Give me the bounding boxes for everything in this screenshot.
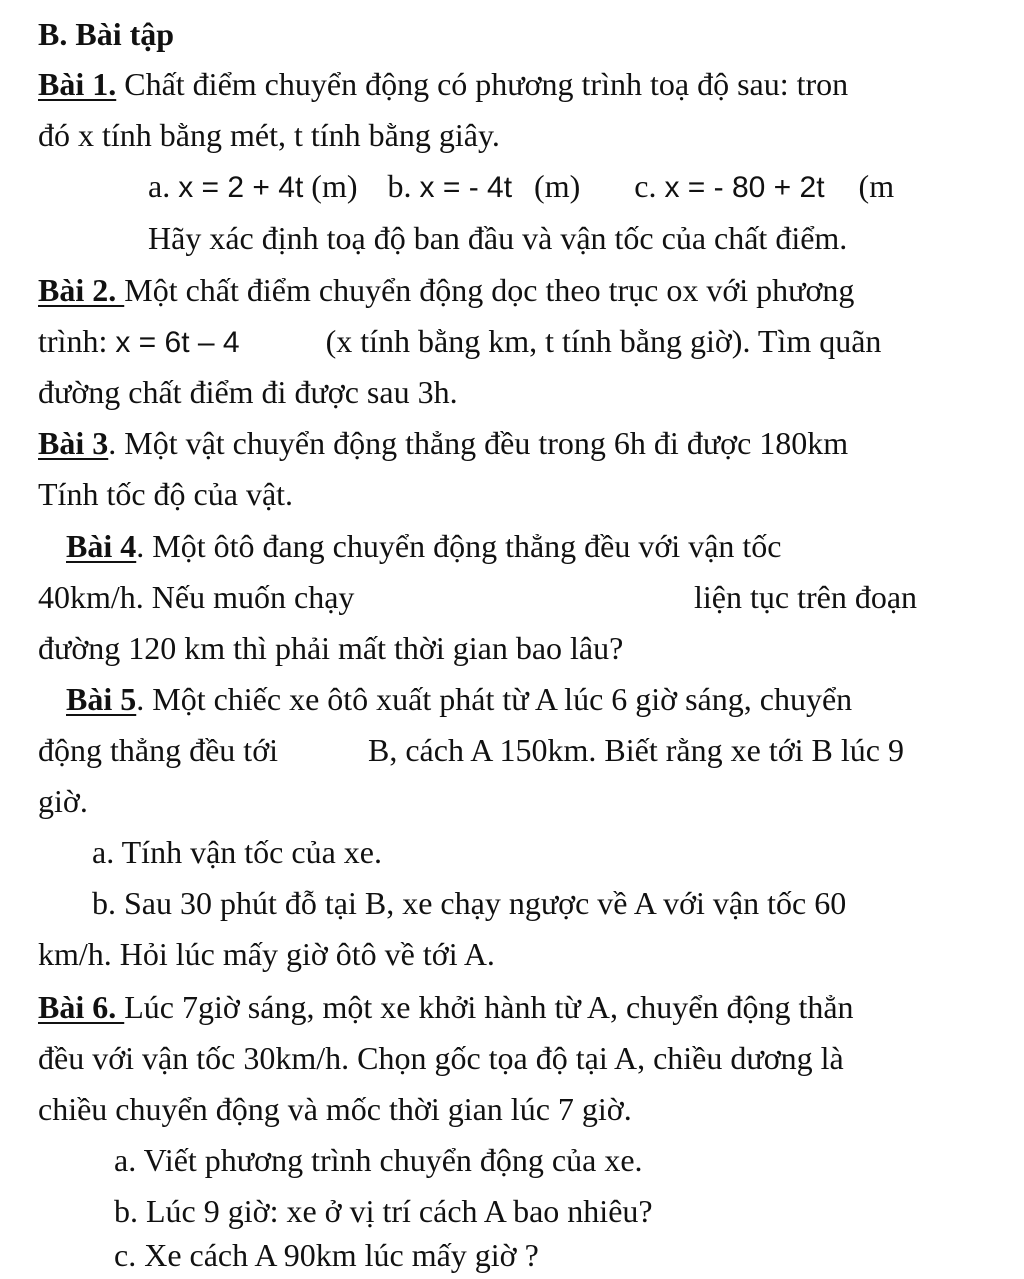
bai1-b-label: b. xyxy=(387,168,420,204)
bai4-line-3 xyxy=(38,628,623,668)
bai3-label: Bài 3 xyxy=(38,425,109,461)
bai1-options xyxy=(148,166,894,206)
bai2-text-2-suffix: (x tính bằng km, t tính bằng giờ). Tìm quãn xyxy=(325,323,882,359)
bai5-text-1: . Một chiếc xe ôtô xuất phát từ A lúc 6 giờ sáng, chuyển xyxy=(136,681,853,717)
bai4-text-2a: 40km/h. Nếu muốn chạy xyxy=(38,579,355,615)
bai1-text-2: đó x tính bằng mét, t tính bằng giây. xyxy=(38,117,500,153)
bai5-item-a xyxy=(92,832,382,872)
bai6-label: Bài 6. xyxy=(38,989,125,1025)
bai5-item-b-cont xyxy=(38,934,495,974)
bai2-text-1: Một chất điểm chuyển động dọc theo trục ox với phương xyxy=(124,272,855,308)
bai3-text-1: . Một vật chuyển động thẳng đều trong 6h đi được 180km xyxy=(108,425,849,461)
bai4-text-2b: liện tục trên đoạn xyxy=(694,579,918,615)
bai6-item-a-text: a. Viết phương trình chuyển động của xe. xyxy=(114,1142,643,1178)
bai1-c-label: c. xyxy=(634,168,665,204)
bai2-line-1 xyxy=(38,270,854,310)
section-title xyxy=(38,14,174,54)
bai2-line-3 xyxy=(38,372,458,412)
bai5-text-2a: động thẳng đều tới xyxy=(38,732,278,768)
bai1-a-equation: x = 2 + 4t xyxy=(178,171,304,204)
bai6-item-b xyxy=(114,1191,653,1231)
bai6-text-1: Lúc 7giờ sáng, một xe khởi hành từ A, chuyển động thẳn xyxy=(124,989,854,1025)
bai4-line-2a xyxy=(38,577,354,617)
bai6-text-2: đều với vận tốc 30km/h. Chọn gốc tọa độ tại A, chiều dương là xyxy=(38,1040,844,1076)
bai5-item-b-text: b. Sau 30 phút đỗ tại B, xe chạy ngược về A với vận tốc 60 xyxy=(92,885,847,921)
bai5-text-2b: B, cách A 150km. Biết rằng xe tới B lúc 9 xyxy=(368,732,904,768)
bai4-text-1: . Một ôtô đang chuyển động thẳng đều với vận tốc xyxy=(136,528,782,564)
bai1-line-1 xyxy=(38,64,848,104)
bai6-item-c-text: c. Xe cách A 90km lúc mấy giờ ? xyxy=(114,1237,539,1273)
bai6-item-c xyxy=(114,1235,539,1275)
bai3-text-2: Tính tốc độ của vật. xyxy=(38,476,294,512)
bai6-line-3 xyxy=(38,1089,632,1129)
bai3-line-1 xyxy=(38,423,848,463)
bai5-line-2a xyxy=(38,730,278,770)
bai1-question xyxy=(148,218,847,258)
bai6-item-b-text: b. Lúc 9 giờ: xe ở vị trí cách A bao nhiêu? xyxy=(114,1193,653,1229)
bai5-label: Bài 5 xyxy=(66,681,137,717)
bai5-line-3 xyxy=(38,781,88,821)
bai1-a-unit: (m) xyxy=(303,168,358,204)
bai1-text-1: Chất điểm chuyển động có phương trình toạ độ sau: tron xyxy=(116,66,849,102)
bai1-c-unit: (m xyxy=(858,168,895,204)
bai6-text-3: chiều chuyển động và mốc thời gian lúc 7 giờ. xyxy=(38,1091,632,1127)
bai6-line-1 xyxy=(38,987,854,1027)
section-title-text: B. Bài tập xyxy=(38,16,175,52)
bai1-b-unit: (m) xyxy=(534,168,581,204)
bai4-line-1 xyxy=(66,526,781,566)
bai4-line-2b xyxy=(694,577,917,617)
bai2-text-2-prefix: trình: xyxy=(38,323,116,359)
bai1-label: Bài 1. xyxy=(38,66,117,102)
bai6-line-2 xyxy=(38,1038,844,1078)
bai2-equation: x = 6t – 4 xyxy=(115,326,240,359)
bai4-text-3: đường 120 km thì phải mất thời gian bao lâu? xyxy=(38,630,624,666)
bai5-item-a-text: a. Tính vận tốc của xe. xyxy=(92,834,382,870)
bai5-item-b xyxy=(92,883,846,923)
bai2-label: Bài 2. xyxy=(38,272,125,308)
bai1-question-text: Hãy xác định toạ độ ban đầu và vận tốc của chất điểm. xyxy=(148,220,848,256)
bai1-line-2 xyxy=(38,115,500,155)
bai5-item-b-cont-text: km/h. Hỏi lúc mấy giờ ôtô về tới A. xyxy=(38,936,495,972)
bai2-line-2 xyxy=(38,321,881,361)
bai6-item-a xyxy=(114,1140,643,1180)
bai5-line-2b xyxy=(368,730,904,770)
bai5-text-3: giờ. xyxy=(38,783,88,819)
bai4-label: Bài 4 xyxy=(66,528,137,564)
bai1-a-label: a. xyxy=(148,168,179,204)
bai1-c-equation: x = - 80 + 2t xyxy=(664,171,825,204)
bai3-line-2 xyxy=(38,474,293,514)
bai5-line-1 xyxy=(66,679,852,719)
bai1-b-equation: x = - 4t xyxy=(419,171,513,204)
bai2-text-3: đường chất điểm đi được sau 3h. xyxy=(38,374,458,410)
